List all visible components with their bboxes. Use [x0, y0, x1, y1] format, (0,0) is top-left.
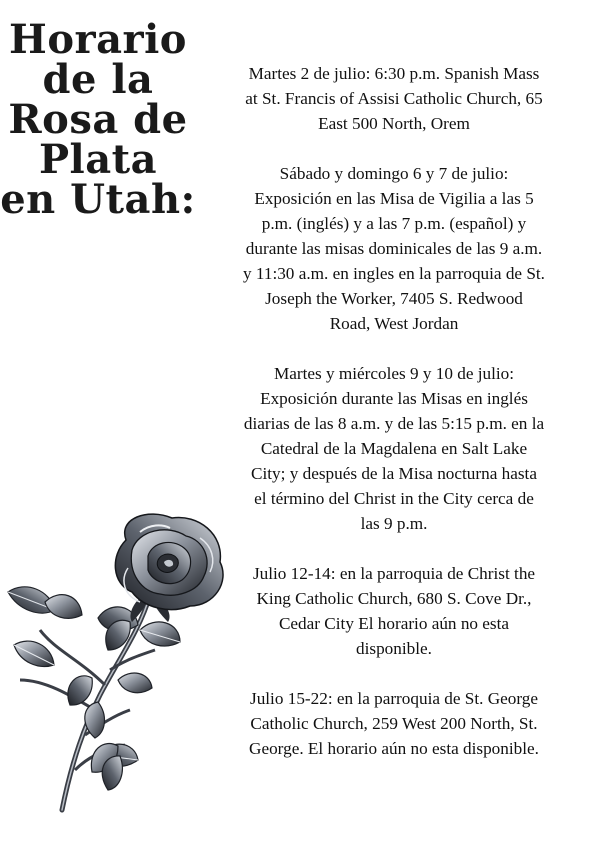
schedule-list: [204, 61, 584, 786]
entry-line: Exposición en las Misa de Vigilia a las 5: [254, 189, 534, 208]
schedule-entry-salt-lake-city: [204, 361, 584, 536]
entry-line: King Catholic Church, 680 S. Cove Dr.,: [256, 589, 532, 608]
entry-line: George. El horario aún no esta disponible.: [249, 739, 539, 758]
schedule-entry-cedar-city: [204, 561, 584, 661]
page-title: [0, 16, 196, 223]
entry-line: Catedral de la Magdalena en Salt Lake: [260, 439, 528, 458]
silver-rose-icon: [0, 510, 240, 840]
entry-line: City; y después de la Misa nocturna hasta: [251, 464, 537, 483]
entry-line: East 500 North, Orem: [318, 114, 470, 133]
title-line: Plata: [38, 136, 158, 183]
entry-line: at St. Francis of Assisi Catholic Church, 65: [245, 89, 543, 108]
schedule-entry-st-george: [204, 686, 584, 761]
entry-line: diarias de las 8 a.m. y de las 5:15 p.m. en la: [243, 414, 545, 433]
title-line: de la: [42, 56, 154, 103]
entry-line: Martes y miércoles 9 y 10 de julio:: [273, 364, 515, 383]
schedule-entry-orem: [204, 61, 584, 136]
title-line: Horario: [9, 16, 187, 63]
title-line: Rosa de: [8, 96, 188, 143]
entry-line: Julio 15-22: en la parroquia de St. George: [250, 689, 538, 708]
entry-line: y 11:30 a.m. en ingles en la parroquia de St.: [243, 264, 545, 283]
title-line: en Utah:: [0, 176, 196, 223]
entry-line: las 9 p.m.: [360, 514, 428, 533]
entry-line: Catholic Church, 259 West 200 North, St.: [250, 714, 538, 733]
entry-line: Joseph the Worker, 7405 S. Redwood: [265, 289, 523, 308]
entry-line: Julio 12-14: en la parroquia de Christ the: [252, 564, 536, 583]
schedule-entry-west-jordan: [204, 161, 584, 336]
entry-line: el término del Christ in the City cerca de: [254, 489, 534, 508]
entry-line: Sábado y domingo 6 y 7 de julio:: [279, 164, 509, 183]
entry-line: disponible.: [356, 639, 432, 658]
entry-line: durante las misas dominicales de las 9 a.m.: [245, 239, 543, 258]
entry-line: Exposición durante las Misas en inglés: [260, 389, 528, 408]
entry-line: p.m. (inglés) y a las 7 p.m. (español) y: [261, 214, 527, 233]
entry-line: Martes 2 de julio: 6:30 p.m. Spanish Mass: [248, 64, 540, 83]
entry-line: Cedar City El horario aún no esta: [278, 614, 510, 633]
entry-line: Road, West Jordan: [329, 314, 459, 333]
